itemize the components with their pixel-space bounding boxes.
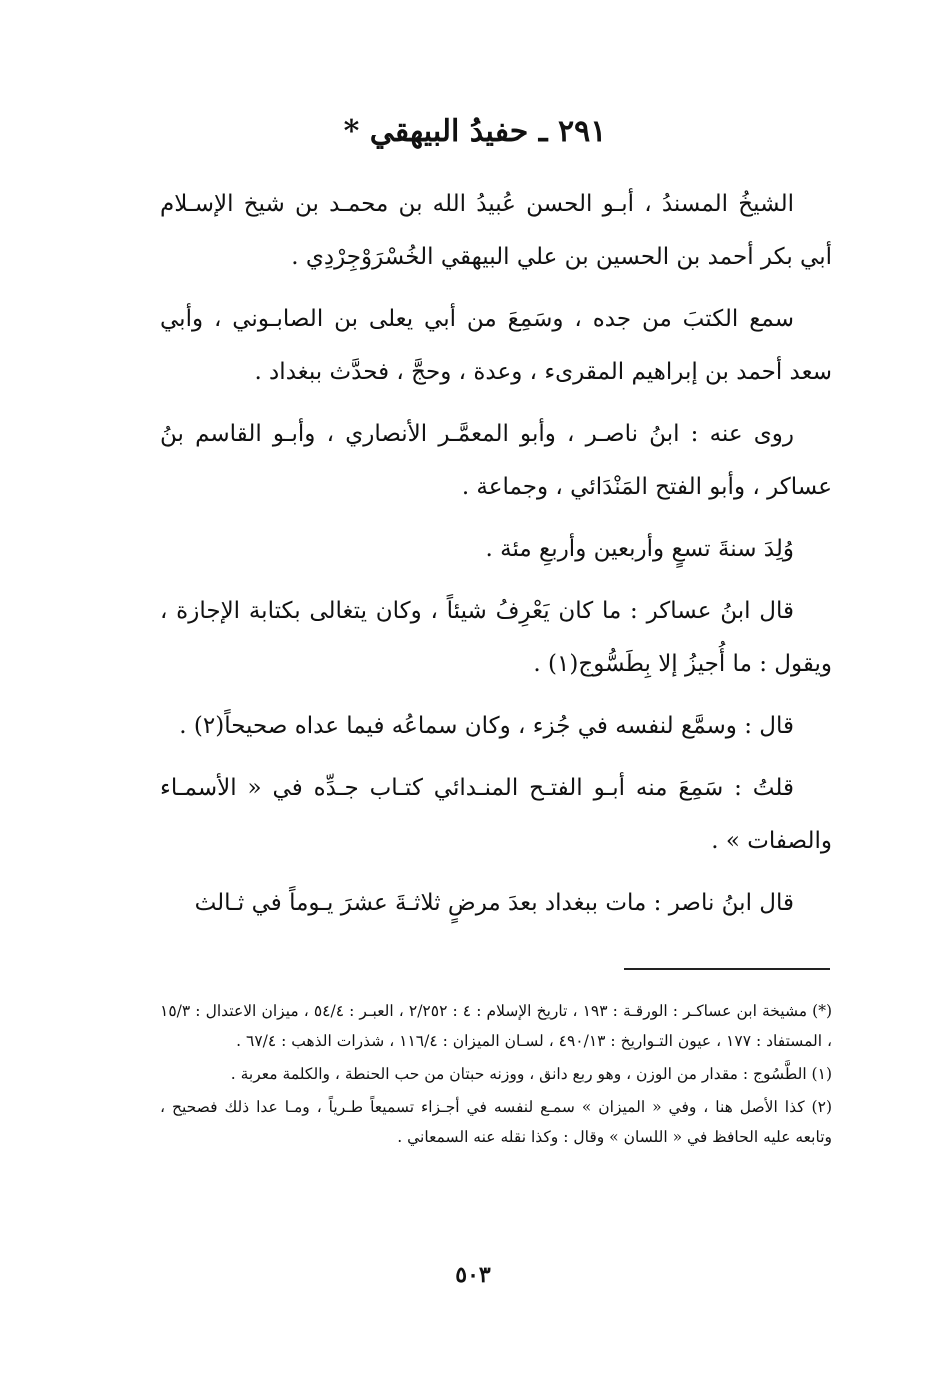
paragraph: قال : وسمَّع لنفسه في جُزء ، وكان سماعُه فيما عداه صحيحاً(٢) . (179, 713, 794, 739)
paragraph: قال ابنُ ناصر : مات ببغداد بعدَ مرضٍ ثلاثـةَ عشرَ يـوماً في ثـالث (194, 890, 794, 916)
page-number: ٥٠٣ (455, 1262, 491, 1288)
footnote: (١) الطَّسُوج : مقدار من الوزن ، وهو ربع دانق ، ووزنه حبتان من حب الحنطة ، والكلمة معربة . (230, 1065, 832, 1083)
entry-title: ٢٩١ ـ حفيدُ البيهقي * (343, 114, 607, 149)
paragraph: قلتُ : سَمِعَ منه أبـو الفتـح المنـدائي كتـاب جـدِّه في « الأسمـاء والصفات » . (160, 775, 832, 854)
footnote-separator (624, 968, 830, 970)
paragraph: الشيخُ المسندُ ، أبـو الحسن عُبيدُ الله بن محمـد بن شيخ الإسـلام أبي بكر أحمد بن الحسين بن علي البيهقي الخُسْرَوْجِرْدِي . (160, 191, 832, 270)
paragraph: سمع الكتبَ من جده ، وسَمِعَ من أبي يعلى بن الصابـوني ، وأبي سعد أحمد بن إبراهيم المقرىء ، وعدة ، وحجَّ ، فحدَّث ببغداد . (160, 306, 832, 385)
main-text (160, 178, 832, 930)
paragraph: وُلِدَ سنةَ تسعٍ وأربعين وأربعِ مئة . (485, 536, 794, 562)
footnotes (160, 996, 832, 1155)
paragraph: قال ابنُ عساكر : ما كان يَعْرِفُ شيئاً ، وكان يتغالى بكتابة الإجازة ، ويقول : ما أُجيزُ إلا بِطَسُّوج(١) . (160, 598, 832, 677)
footnote: (٢) كذا الأصل هنا ، وفي « الميزان » سمـع لنفسه في أجـزاء تسميعاً طـرياً ، ومـا عدا ذلك فصحيح ، وتابعه عليه الحافظ في « اللسان » وقال : وكذا نقله عنه السمعاني . (160, 1098, 832, 1146)
footnote: (*) مشيخة ابن عساكـر : الورقـة : ١٩٣ ، تاريخ الإسلام : ٤ : ٢/٢٥٢ ، العبـر : ٥٤/٤ ، ميزان الاعتدال : ١٥/٣ ، المستفاد : ١٧٧ ، عيون التـواريخ : ٤٩٠/١٣ ، لسـان الميزان : ١١٦/٤ ، شذرات الذهب : ٦٧/٤ . (160, 1002, 833, 1050)
paragraph: روى عنه : ابنُ ناصـر ، وأبو المعمَّـر الأنصاري ، وأبـو القاسم بنُ عساكر ، وأبو الفتح المَنْدَائي ، وجماعة . (160, 421, 832, 500)
